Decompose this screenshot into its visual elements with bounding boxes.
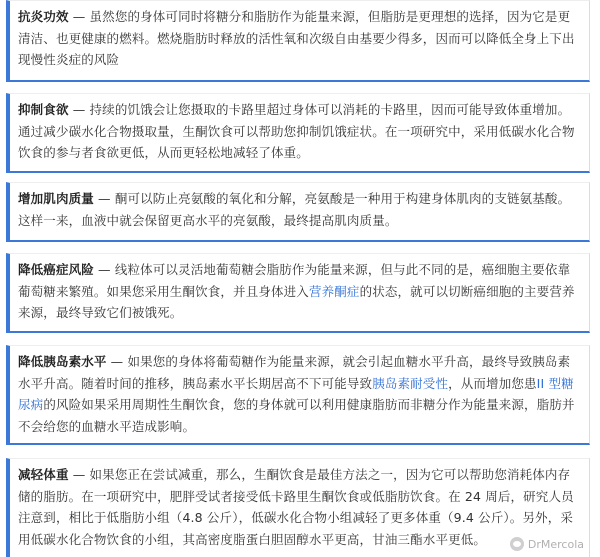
section-text: 酮可以防止亮氨酸的氧化和分解，亮氨酸是一种用于构建身体肌肉的支链氨基酸。这样一来，血液中就会保留更高水平的亮氨酸，最终提高肌肉质量。 [18, 191, 571, 228]
section-text: 的状态，就可以切断癌细胞的主要营养来源，最终导致它们被饿死。 [18, 283, 575, 320]
link-nutritional-ketosis[interactable]: 营养酮症 [308, 283, 360, 299]
wechat-icon [510, 537, 524, 551]
section-text: 线粒体可以灵活地葡萄糖会脂肪作为能量来源，但与此不同的是，癌细胞主要依靠葡萄糖来繁殖。如果您采用生酮饮食，并且身体进入 [18, 262, 571, 299]
watermark-text: DrMercola [527, 537, 584, 551]
section-appetite: 抑制食欲 — 持续的饥饿会让您摄取的卡路里超过身体可以消耗的卡路里，因而可能导致体重增加。通过减少碳水化合物摄取量，生酮饮食可以帮助您抑制饥饿症状。在一项研究中，采用低碳水化合物饮食的参与者食欲更低，从而更轻松地减轻了体重。 [6, 93, 590, 173]
link-insulin-resistance[interactable]: 胰岛素耐受性 [372, 375, 449, 391]
section-text: 虽然您的身体可同时将糖分和脂肪作为能量来源，但脂肪是更理想的选择，因为它是更清洁、也更健康的燃料。燃烧脂肪时释放的活性氧和次级自由基要少得多，因而可以降低全身上下出现慢性炎症的风险 [18, 9, 575, 67]
section-title: 减轻体重 [18, 467, 69, 482]
section-cancer: 降低癌症风险 — 线粒体可以灵活地葡萄糖会脂肪作为能量来源，但与此不同的是，癌细胞主要依靠葡萄糖来繁殖。如果您采用生酮饮食，并且身体进入营养酮症的状态，就可以切断癌细胞的主要营养来源，最终导致它们被饿死。 [6, 253, 590, 333]
section-text: 如果您的身体将葡萄糖作为能量来源，就会引起血糖水平升高，最终导致胰岛素水平升高。随着时间的推移，胰岛素水平长期居高不下可能导致 [18, 354, 571, 391]
section-title: 降低胰岛素水平 [18, 354, 107, 369]
section-text: 如果您正在尝试减重，那么，生酮饮食是最佳方法之一，因为它可以帮助您消耗体内存储的脂肪。在一项研究中，肥胖受试者接受低卡路里生酮饮食或低脂肪饮食。在 24 周后，研究人员注意到，相比于低脂肪小组（4.8 公斤），低碳水化合物小组减轻了更多体重（9.4 公斤）。另外，采用低碳水化合物饮食的小组，其高密度脂蛋白胆固醇水平更高，甘油三酯水平更低。 [18, 467, 574, 547]
section-insulin: 降低胰岛素水平 — 如果您的身体将葡萄糖作为能量来源，就会引起血糖水平升高，最终导致胰岛素水平升高。随着时间的推移，胰岛素水平长期居高不下可能导致胰岛素耐受性，从而增加您患II 型糖尿病的风险如果采用周期性生酮饮食，您的身体就可以利用健康脂肪而非糖分作为能量来源，脂肪并不会给您的血糖水平造成影响。 [6, 345, 590, 445]
section-title: 降低癌症风险 [18, 262, 94, 277]
section-title: 抗炎功效 [18, 9, 69, 24]
section-text: ，从而增加您患 [448, 375, 537, 391]
link-type2-diabetes[interactable]: II 型糖尿病 [18, 375, 574, 412]
section-title: 抑制食欲 [18, 102, 69, 117]
section-anti-inflammatory: 抗炎功效 — 虽然您的身体可同时将糖分和脂肪作为能量来源，但脂肪是更理想的选择，因为它是更清洁、也更健康的燃料。燃烧脂肪时释放的活性氧和次级自由基要少得多，因而可以降低全身上下出现慢性炎症的风险 [6, 0, 590, 82]
watermark [510, 537, 584, 551]
section-text: 的风险如果采用周期性生酮饮食，您的身体就可以利用健康脂肪而非糖分作为能量来源，脂肪并不会给您的血糖水平造成影响。 [18, 397, 575, 434]
section-text: 持续的饥饿会让您摄取的卡路里超过身体可以消耗的卡路里，因而可能导致体重增加。通过减少碳水化合物摄取量，生酮饮食可以帮助您抑制饥饿症状。在一项研究中，采用低碳水化合物饮食的参与者食欲更低，从而更轻松地减轻了体重。 [18, 102, 575, 160]
section-weight-loss: 减轻体重 — 如果您正在尝试减重，那么，生酮饮食是最佳方法之一，因为它可以帮助您消耗体内存储的脂肪。在一项研究中，肥胖受试者接受低卡路里生酮饮食或低脂肪饮食。在 24 周后，研究人员注意到，相比于低脂肪小组（4.8 公斤），低碳水化合物小组减轻了更多体重（9.4 公斤）。另外，采用低碳水化合物饮食的小组，其高密度脂蛋白胆固醇水平更高，甘油三酯水平更低。 [6, 458, 590, 557]
section-muscle: 增加肌肉质量 — 酮可以防止亮氨酸的氧化和分解，亮氨酸是一种用于构建身体肌肉的支链氨基酸。这样一来，血液中就会保留更高水平的亮氨酸，最终提高肌肉质量。 [6, 182, 590, 242]
section-title: 增加肌肉质量 [18, 191, 94, 206]
